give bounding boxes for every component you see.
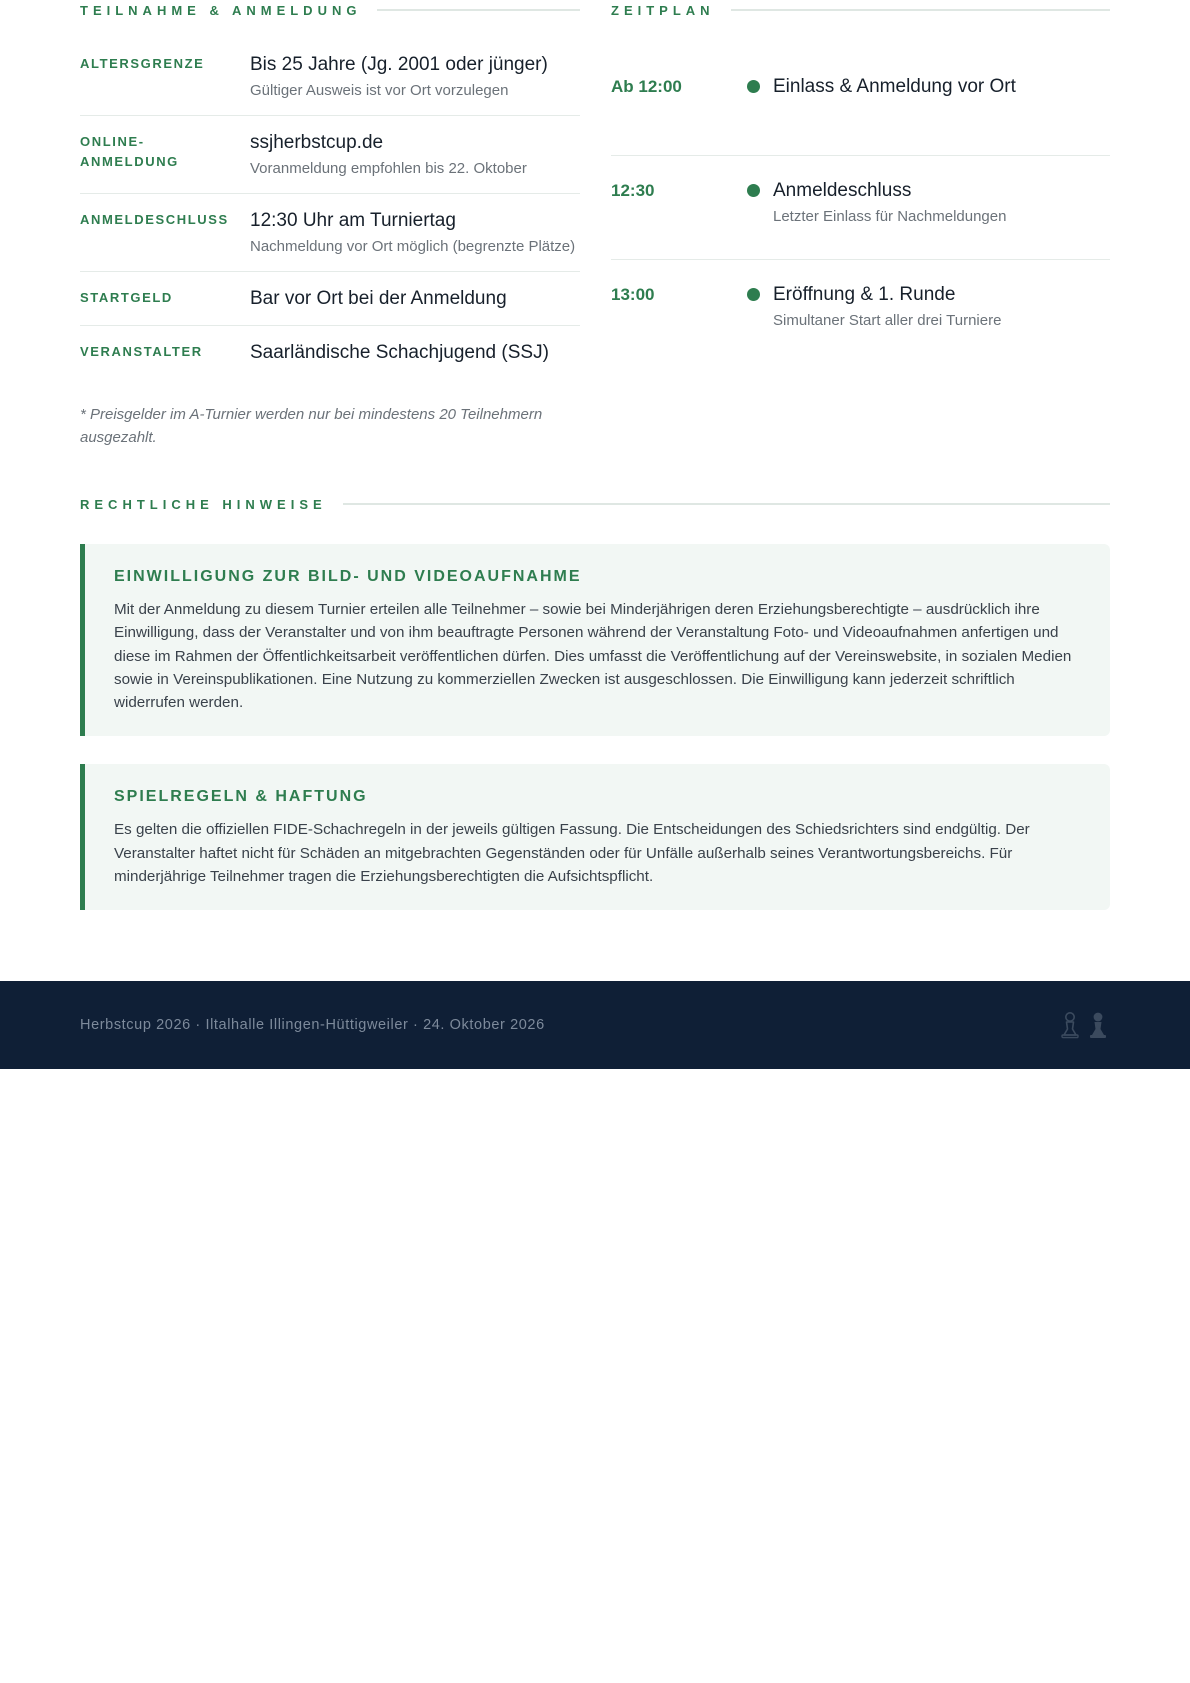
legal-heading-label: RECHTLICHE HINWEISE — [80, 496, 327, 512]
participation-section — [80, 0, 580, 449]
participation-heading — [80, 0, 580, 20]
info-columns — [80, 0, 1110, 460]
schedule-time: 13:00 — [611, 285, 655, 304]
info-value: Bar vor Ort bei der Anmeldung — [250, 288, 507, 309]
white-pawn-icon — [1058, 1011, 1082, 1039]
info-key: VERANSTALTER — [80, 344, 203, 359]
schedule-desc: Letzter Einlass für Nachmeldungen — [773, 208, 1007, 225]
schedule-list — [611, 52, 1110, 364]
footer-pieces — [1058, 1011, 1110, 1039]
info-key: STARTGELD — [80, 290, 173, 305]
notice-title: SPIELREGELN & HAFTUNG — [114, 788, 368, 806]
timeline-dot-icon — [747, 80, 760, 93]
info-note: Nachmeldung vor Ort möglich (begrenzte Plätze) — [250, 238, 576, 255]
notice-body: Es gelten die offiziellen FIDE-Schachregeln in der jeweils gültigen Fassung. Die Entscheidungen des Schiedsrichters sind endgültig. Der Veranstalter haftet nicht für Schäden an mitgebrachten Gegenständen oder für Unfälle außerhalb seines Verantwortungsbereichs. Für minderjährige Teilnehmer tragen die Erziehungsberechtigten die Aufsichtspflicht. — [114, 821, 1030, 886]
info-row-age-limit — [80, 52, 580, 116]
timeline-dot-icon — [747, 288, 760, 301]
schedule-heading-label: ZEITPLAN — [611, 2, 715, 18]
schedule-title: Einlass & Anmeldung vor Ort — [773, 76, 1016, 97]
info-note: Gültiger Ausweis ist vor Ort vorzulegen — [250, 82, 509, 99]
info-row-deadline — [80, 208, 580, 272]
info-key: ANMELDESCHLUSS — [80, 212, 229, 227]
info-key: ONLINE-ANMELDUNG — [80, 134, 179, 169]
notice-title: EINWILLIGUNG ZUR BILD- UND VIDEOAUFNAHME — [114, 568, 582, 585]
schedule-time: Ab 12:00 — [611, 77, 682, 96]
participation-list — [80, 52, 580, 379]
notice-media-consent — [80, 544, 1110, 736]
notice-body: Mit der Anmeldung zu diesem Turnier erteilen alle Teilnehmer – sowie bei Minderjährigen deren Erziehungsberechtigte – ausdrücklich ihre Einwilligung, dass der Veranstalter und von ihm beauftragte Personen während der Veranstaltung Foto- und Videoaufnahmen anfertigen und diese im Rahmen der Öffentlichkeitsarbeit veröffentlichen dürfen. Dies umfasst die Veröffentlichung auf der Vereinswebsite, in sozialen Medien sowie in Vereinspublikationen. Eine Nutzung zu kommerziellen Zwecken ist ausgeschlossen. Die Einwilligung kann jederzeit schriftlich widerrufen werden. — [114, 601, 1072, 712]
info-value: 12:30 Uhr am Turniertag — [250, 210, 456, 231]
black-pawn-icon — [1086, 1011, 1110, 1039]
timeline-dot-icon — [747, 184, 760, 197]
schedule-item — [611, 260, 1110, 364]
schedule-item — [611, 156, 1110, 260]
schedule-section — [611, 0, 1110, 364]
legal-section — [80, 494, 1110, 910]
schedule-time: 12:30 — [611, 181, 655, 200]
heading-rule — [343, 503, 1110, 505]
prize-footnote: * Preisgelder im A-Turnier werden nur bei mindestens 20 Teilnehmern ausgezahlt. — [80, 406, 543, 446]
heading-rule — [377, 9, 580, 11]
schedule-desc: Simultaner Start aller drei Turniere — [773, 312, 1002, 329]
notice-rules-liability — [80, 764, 1110, 910]
info-value: Saarländische Schachjugend (SSJ) — [250, 342, 549, 363]
info-row-organizer — [80, 340, 580, 379]
info-note: Voranmeldung empfohlen bis 22. Oktober — [250, 160, 527, 177]
registration-link[interactable]: ssjherbstcup.de — [250, 132, 384, 153]
schedule-title: Eröffnung & 1. Runde — [773, 284, 956, 305]
participation-heading-label: TEILNAHME & ANMELDUNG — [80, 2, 362, 18]
footer-text: Herbstcup 2026 · Iltalhalle Illingen-Hüttigweiler · 24. Oktober 2026 — [80, 1017, 545, 1033]
legal-heading — [80, 494, 1110, 514]
info-row-entry-fee — [80, 286, 580, 326]
info-value: Bis 25 Jahre (Jg. 2001 oder jünger) — [250, 54, 548, 75]
info-row-online-registration — [80, 130, 580, 194]
schedule-heading — [611, 0, 1110, 20]
footer — [0, 981, 1190, 1069]
info-key: ALTERSGRENZE — [80, 56, 205, 71]
schedule-title: Anmeldeschluss — [773, 180, 912, 201]
heading-rule — [731, 9, 1110, 11]
schedule-item — [611, 52, 1110, 156]
